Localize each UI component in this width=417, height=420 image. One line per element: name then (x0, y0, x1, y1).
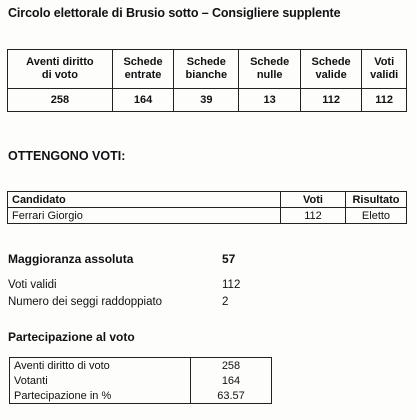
summary-header-cell: Voti validi (362, 50, 407, 89)
summary-value-row (8, 89, 407, 112)
summary-table (7, 49, 407, 112)
page-title: Circolo elettorale di Brusio sotto – Consigliere supplente (8, 6, 341, 20)
candidate-votes: 112 (281, 208, 346, 224)
voti-validi-label: Voti validi (8, 279, 57, 291)
results-table (7, 191, 407, 224)
summary-value-cell: 13 (239, 89, 300, 112)
seggi-value: 2 (222, 296, 229, 308)
partecipazione-heading: Partecipazione al voto (8, 330, 135, 344)
summary-value-cell: 39 (174, 89, 239, 112)
partecipazione-label: Partecipazione in % (10, 388, 191, 404)
summary-header-cell: Schede nulle (239, 50, 300, 89)
summary-value-cell: 112 (300, 89, 361, 112)
candidate-name: Ferrari Giorgio (8, 208, 281, 224)
results-header-row (8, 192, 407, 208)
results-header-candidato: Candidato (8, 192, 281, 208)
maggioranza-value: 57 (222, 252, 236, 266)
partecipazione-table (9, 357, 272, 404)
candidate-result: Eletto (346, 208, 407, 224)
summary-header-cell: Aventi diritto di voto (8, 50, 113, 89)
partecipazione-value: 63.57 (191, 388, 272, 404)
table-row (8, 208, 407, 224)
summary-header-cell: Schede bianche (174, 50, 239, 89)
summary-header-row (8, 50, 407, 89)
seggi-label: Numero dei seggi raddoppiato (8, 296, 163, 308)
partecipazione-value: 258 (191, 358, 272, 374)
ottengono-voti-heading: OTTENGONO VOTI: (8, 149, 126, 163)
summary-header-cell: Schede entrate (112, 50, 173, 89)
summary-value-cell: 258 (8, 89, 113, 112)
voti-validi-value: 112 (222, 279, 241, 291)
partecipazione-value: 164 (191, 373, 272, 388)
summary-value-cell: 164 (112, 89, 173, 112)
results-header-risultato: Risultato (346, 192, 407, 208)
table-row (10, 373, 272, 388)
results-header-voti: Voti (281, 192, 346, 208)
partecipazione-label: Votanti (10, 373, 191, 388)
summary-header-cell: Schede valide (300, 50, 361, 89)
summary-value-cell: 112 (362, 89, 407, 112)
maggioranza-label: Maggioranza assoluta (8, 252, 134, 266)
partecipazione-label: Aventi diritto di voto (10, 358, 191, 374)
table-row (10, 388, 272, 404)
table-row (10, 358, 272, 374)
